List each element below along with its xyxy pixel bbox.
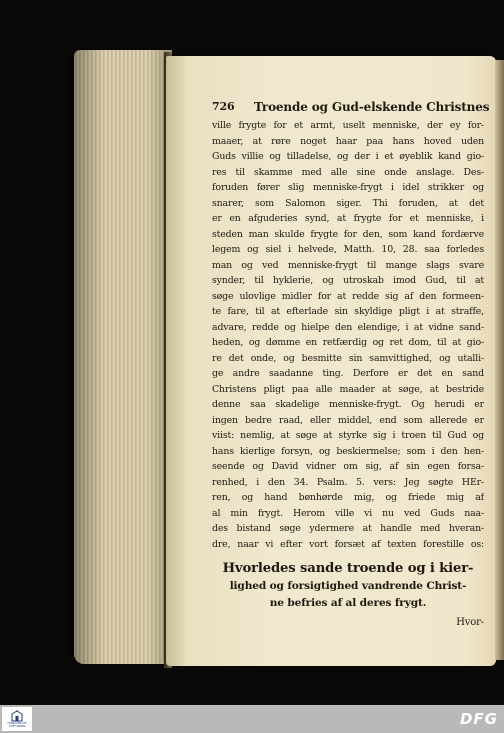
text-line: maaer, at røre noget haar paa hans hoved uden <box>212 135 484 147</box>
page-right-edge <box>495 60 504 660</box>
text-line: seende og David vidner om sig, af sin egen forsa- <box>212 461 484 472</box>
text-line: dre, naar vi efter vort forsæt af texten forestille os: <box>212 538 484 550</box>
text-line: advare, redde og hielpe den elendige, i at vidne sand- <box>212 321 484 333</box>
text-line: viist: nemlig, at søge at styrke sig i troen til Gud og <box>212 430 484 441</box>
text-line: er en afguderies synd, at frygte for et menniske, i <box>212 213 484 224</box>
catchword: Hvor- <box>456 616 484 628</box>
text-line: foruden fører slig menniske-frygt i idel strikker og <box>212 182 484 193</box>
logo-text-line2: STIFTUNGEN <box>8 725 26 728</box>
body-text <box>212 118 484 552</box>
francke-emblem-icon <box>10 710 24 722</box>
text-line: te fare, til at efterlade sin skyldige pligt i at straffe, <box>212 306 484 317</box>
page-text-block <box>212 100 490 631</box>
text-line: man og ved menniske-frygt til mange slags svare <box>212 259 484 271</box>
text-line: ville frygte for et armt, uselt menniske, der ey for- <box>212 120 484 131</box>
dfg-logo[interactable]: DFG <box>459 710 498 728</box>
logo-text-line1: FRANCKESCHE <box>7 722 27 725</box>
text-line: hans kierlige forsyn, og beskiermelse; som i den hen- <box>212 445 484 457</box>
text-line: synder, til hyklerie, og utroskab imod Gud, til at <box>212 275 484 286</box>
text-line: renhed, i den 34. Psalm. 5. vers: Jeg søgte HEr- <box>212 476 484 488</box>
text-line: ren, og hand bønhørde mig, og friede mig af <box>212 492 484 503</box>
running-head-title: Troende og Gud-elskende Christnes <box>254 100 490 114</box>
book-page-edges <box>74 50 172 664</box>
text-line: legem og siel i helvede, Matth. 10, 28. saa forledes <box>212 244 484 255</box>
text-line: des bistand søge ydermere at handle med hveran- <box>212 523 484 534</box>
text-line: søge ulovlige midler for at redde sig af den formeen- <box>212 290 484 302</box>
running-header <box>212 100 490 118</box>
section-heading <box>212 560 484 613</box>
text-line: re det onde, og besmitte sin samvittighed, og utalli- <box>212 352 484 364</box>
heading-line: lighed og forsigtighed vandrende Christ- <box>229 579 467 592</box>
page-number: 726 <box>212 100 235 113</box>
text-line: heden, og dømme en retfærdig og ret dom, til at gio- <box>212 337 484 348</box>
viewer-footer <box>0 705 504 733</box>
text-line: denne saa skadelige menniske-frygt. Og herudi er <box>212 399 484 410</box>
heading-line: ne befries af al deres frygt. <box>269 597 427 609</box>
text-line: al min frygt. Herom ville vi nu ved Guds naa- <box>212 507 484 519</box>
text-line: snarer, som Salomon siger. Thi foruden, at det <box>212 197 484 209</box>
heading-line: Hvorledes sande troende og i kier- <box>222 561 474 576</box>
text-line: Guds villie og tilladelse, og der i et øyeblik kand gio- <box>212 151 484 162</box>
text-line: Christens pligt paa alle maader at søge, at bestride <box>212 383 484 395</box>
library-logo[interactable] <box>2 707 32 731</box>
text-line: steden man skulde frygte for den, som kand fordærve <box>212 228 484 240</box>
text-line: ingen bedre raad, eller middel, end som allerede er <box>212 414 484 426</box>
text-line: res til skamme med alle sine onde anslage. Des- <box>212 166 484 178</box>
text-line: ge andre saadanne ting. Derfore er det en sand <box>212 368 484 379</box>
